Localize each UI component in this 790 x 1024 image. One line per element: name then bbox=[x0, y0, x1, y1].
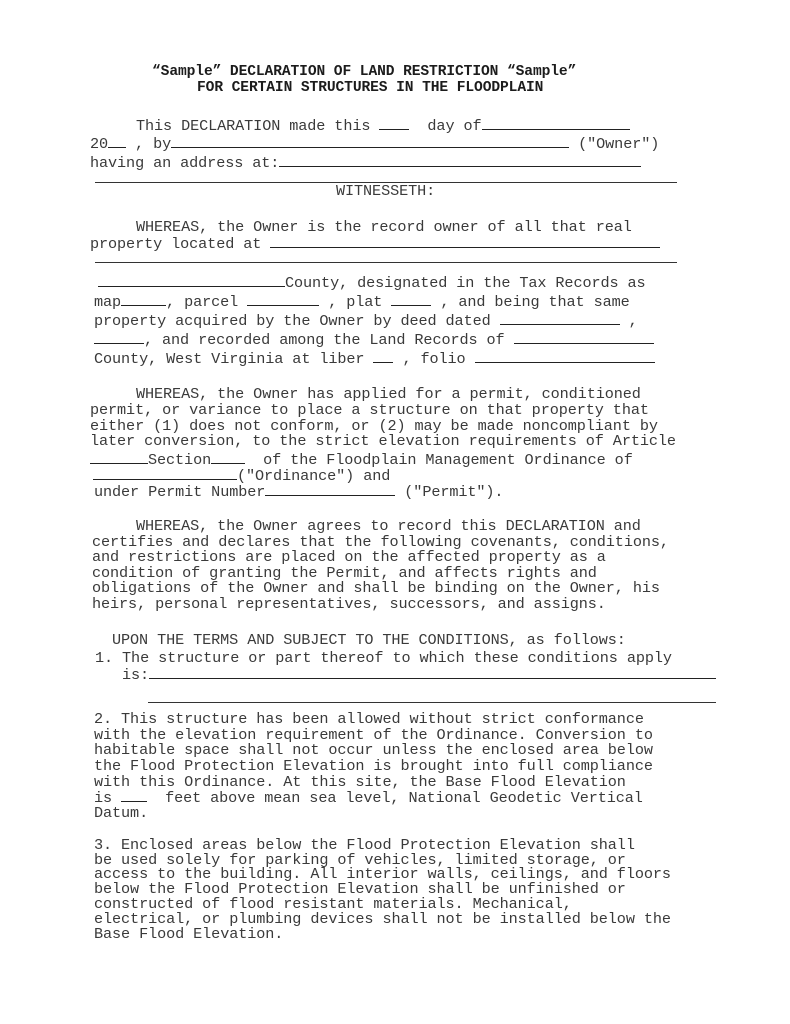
permit-number-label: under Permit Number bbox=[94, 483, 266, 501]
county-blank[interactable] bbox=[98, 274, 285, 287]
bfe-text: feet above mean sea level, National Geodetic Vertical bbox=[165, 789, 643, 807]
structure-description-continuation-line[interactable] bbox=[148, 702, 716, 703]
ordinance-jurisdiction-blank[interactable] bbox=[93, 467, 237, 480]
whereas-1-line-2 bbox=[90, 235, 660, 252]
item-1-line-1: 1. The structure or part thereof to which these conditions apply bbox=[95, 649, 672, 667]
day-blank[interactable] bbox=[379, 117, 409, 130]
whereas-2-line-1: WHEREAS, the Owner has applied for a permit, conditioned bbox=[136, 385, 641, 403]
property-line-2 bbox=[94, 293, 630, 310]
item-3-line-7: Base Flood Elevation. bbox=[94, 925, 284, 943]
owner-label: ("Owner") bbox=[578, 135, 660, 153]
item-3-line-6: electrical, or plumbing devices shall not be installed below the bbox=[94, 910, 671, 928]
property-text: , and being that same bbox=[440, 293, 630, 311]
property-line-3 bbox=[94, 312, 638, 329]
terms-heading: UPON THE TERMS AND SUBJECT TO THE CONDITIONS, as follows: bbox=[112, 631, 626, 649]
permit-label: ("Permit"). bbox=[404, 483, 504, 501]
item-1-line-2 bbox=[122, 666, 716, 683]
year-blank[interactable] bbox=[108, 135, 126, 148]
liber-blank[interactable] bbox=[373, 350, 393, 363]
property-line-1 bbox=[98, 274, 646, 291]
item-3-line-3: access to the building. All interior walls, ceilings, and floors bbox=[94, 865, 671, 883]
item-3-line-5: constructed of flood resistant materials. Mechanical, bbox=[94, 895, 572, 913]
intro-text: This DECLARATION made this bbox=[136, 117, 371, 135]
month-blank[interactable] bbox=[482, 117, 630, 130]
address-label: having an address at: bbox=[90, 154, 280, 172]
whereas-1-line-1: WHEREAS, the Owner is the record owner of all that real bbox=[136, 218, 632, 236]
base-flood-elevation-blank[interactable] bbox=[121, 789, 147, 802]
item-2-line-1: 2. This structure has been allowed without strict conformance bbox=[94, 710, 644, 728]
witnesseth-heading: WITNESSETH: bbox=[336, 182, 436, 200]
plat-label: , plat bbox=[328, 293, 383, 311]
by-label: , by bbox=[135, 135, 172, 153]
map-blank[interactable] bbox=[121, 293, 166, 306]
bfe-label: is bbox=[94, 789, 113, 807]
intro-text: day of bbox=[427, 117, 482, 135]
folio-label: , folio bbox=[402, 350, 466, 368]
year-prefix: 20 bbox=[90, 135, 109, 153]
parcel-label: , parcel bbox=[166, 293, 239, 311]
property-location-blank[interactable] bbox=[270, 235, 660, 248]
liber-label: County, West Virginia at liber bbox=[94, 350, 365, 368]
item-2-line-6 bbox=[94, 789, 643, 806]
item-2-line-3: habitable space shall not occur unless the enclosed area below bbox=[94, 741, 653, 759]
property-location-continuation-line[interactable] bbox=[95, 262, 677, 263]
article-blank[interactable] bbox=[90, 451, 148, 464]
whereas-2-line-3: either (1) does not conform, or (2) may be made noncompliant by bbox=[90, 417, 658, 435]
county-label: County, designated in the Tax Records as bbox=[285, 274, 646, 292]
ordinance-text: of the Floodplain Management Ordinance of bbox=[263, 451, 633, 469]
property-line-5 bbox=[94, 350, 655, 367]
parcel-blank[interactable] bbox=[247, 293, 319, 306]
item-3-line-2: be used solely for parking of vehicles, limited storage, or bbox=[94, 851, 626, 869]
item-2-line-7: Datum. bbox=[94, 804, 149, 822]
whereas-2-line-2: permit, or variance to place a structure on that property that bbox=[90, 401, 649, 419]
whereas-3-line-2: certifies and declares that the following covenants, conditions, bbox=[92, 533, 669, 551]
section-label: Section bbox=[148, 451, 212, 469]
plat-blank[interactable] bbox=[391, 293, 431, 306]
item-3-line-4: below the Flood Protection Elevation shall be unfinished or bbox=[94, 880, 626, 898]
item-2-line-4: the Flood Protection Elevation is brought into full compliance bbox=[94, 757, 653, 775]
deed-label: property acquired by the Owner by deed dated bbox=[94, 312, 491, 330]
structure-label: is: bbox=[122, 666, 150, 684]
land-records-label: , and recorded among the Land Records of bbox=[144, 331, 505, 349]
item-3-line-1: 3. Enclosed areas below the Flood Protection Elevation shall bbox=[94, 836, 635, 854]
whereas-2-line-4: later conversion, to the strict elevation requirements of Article bbox=[90, 432, 676, 450]
address-blank[interactable] bbox=[279, 154, 641, 167]
ordinance-label: ("Ordinance") and bbox=[237, 467, 391, 485]
comma: , bbox=[628, 312, 638, 330]
whereas-2-line-6 bbox=[93, 467, 390, 484]
whereas-3-line-3: and restrictions are placed on the affected property as a bbox=[92, 548, 606, 566]
document-title-line-1: “Sample” DECLARATION OF LAND RESTRICTION “Sample” bbox=[152, 64, 577, 80]
item-2-line-2: with the elevation requirement of the Ordinance. Conversion to bbox=[94, 726, 653, 744]
owner-name-blank[interactable] bbox=[171, 135, 569, 148]
deed-date-blank[interactable] bbox=[500, 312, 620, 325]
deed-year-blank[interactable] bbox=[94, 331, 144, 344]
intro-line-2 bbox=[90, 135, 659, 152]
structure-description-blank[interactable] bbox=[149, 666, 716, 679]
permit-number-blank[interactable] bbox=[265, 483, 395, 496]
whereas-3-line-4: condition of granting the Permit, and affects rights and bbox=[92, 564, 597, 582]
whereas-3-line-1: WHEREAS, the Owner agrees to record this DECLARATION and bbox=[136, 517, 641, 535]
land-records-county-blank[interactable] bbox=[514, 331, 654, 344]
item-2-line-5: with this Ordinance. At this site, the Base Flood Elevation bbox=[94, 773, 626, 791]
map-label: map bbox=[94, 293, 122, 311]
section-blank[interactable] bbox=[211, 451, 245, 464]
folio-blank[interactable] bbox=[475, 350, 655, 363]
document-title-line-2: FOR CERTAIN STRUCTURES IN THE FLOODPLAIN bbox=[197, 80, 544, 96]
intro-line-1 bbox=[136, 117, 630, 134]
property-line-4 bbox=[94, 331, 654, 348]
whereas-3-line-5: obligations of the Owner and shall be binding on the Owner, his bbox=[92, 579, 660, 597]
whereas-2-line-5 bbox=[90, 451, 633, 468]
intro-line-3 bbox=[90, 154, 641, 171]
property-location-label: property located at bbox=[90, 235, 262, 253]
whereas-3-line-6: heirs, personal representatives, successors, and assigns. bbox=[92, 595, 606, 613]
whereas-2-line-7 bbox=[94, 483, 503, 500]
